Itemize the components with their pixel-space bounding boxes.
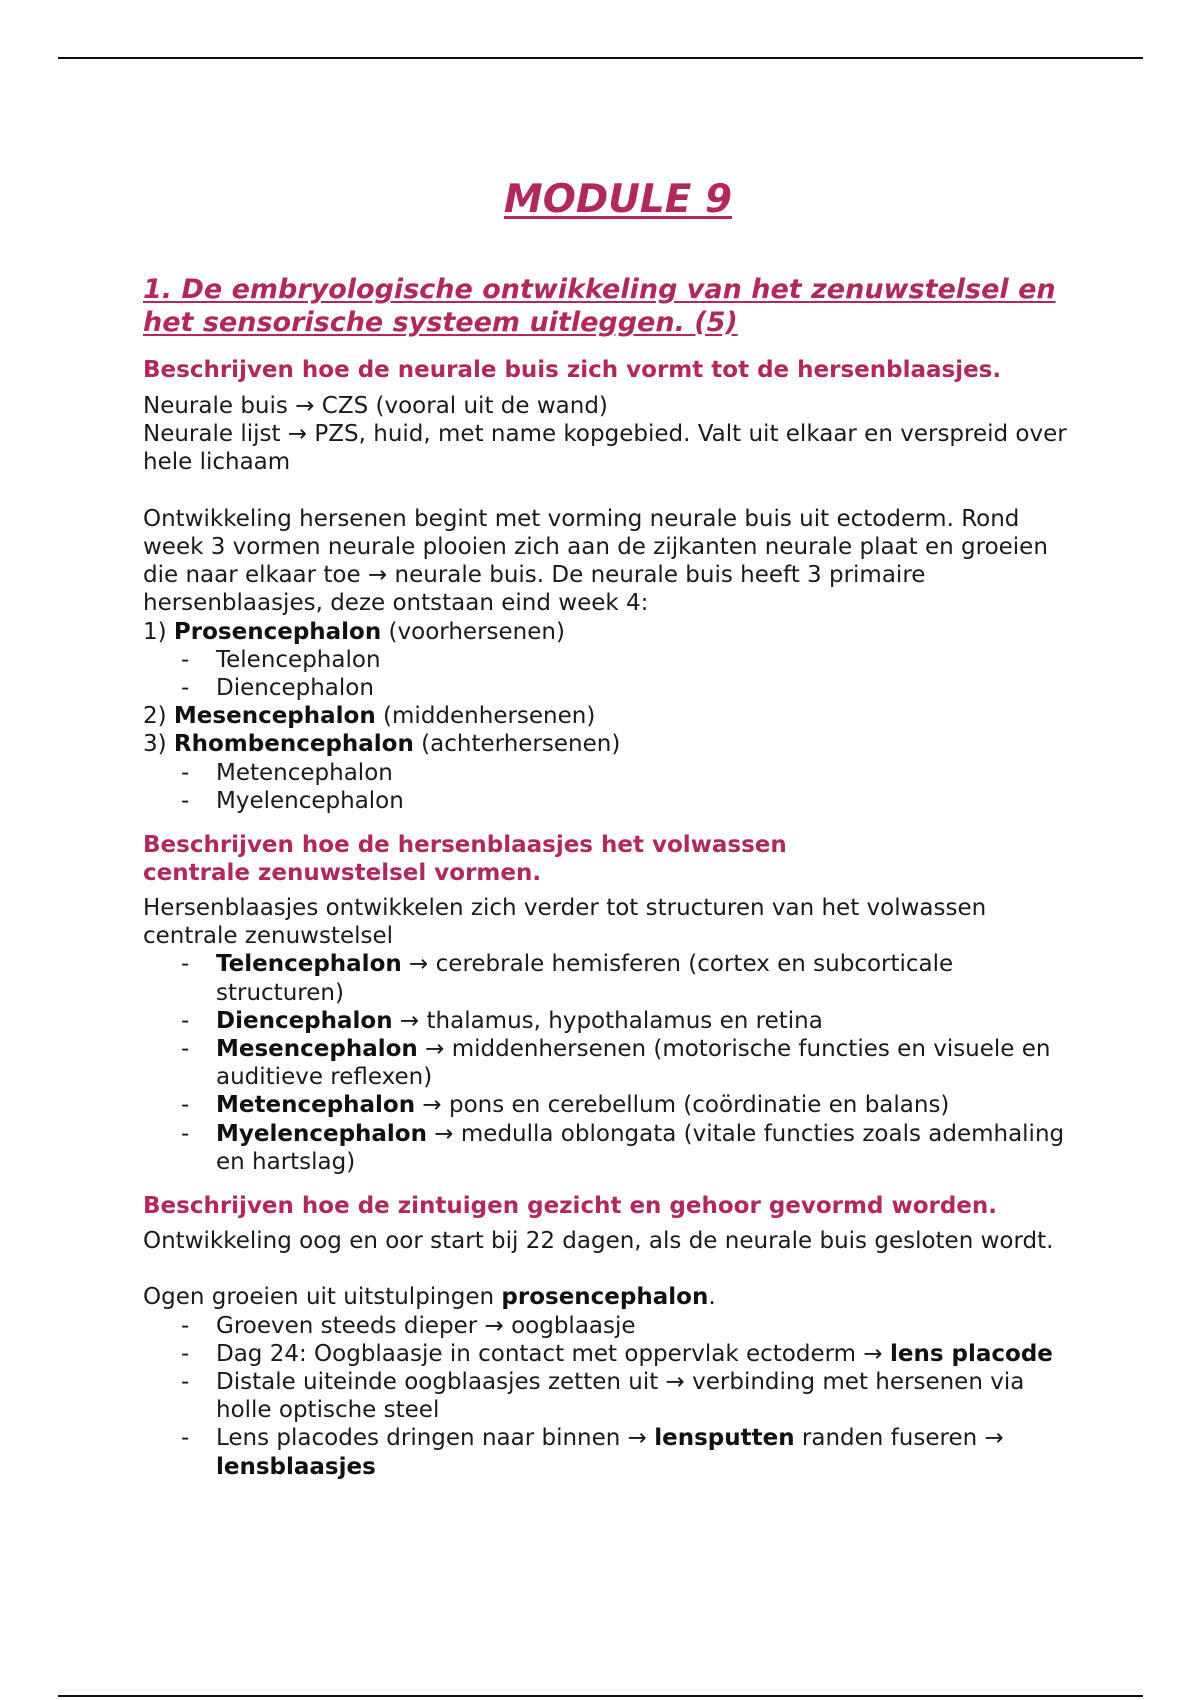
document-body <box>143 175 1083 1481</box>
term: Telencephalon <box>216 951 402 978</box>
list-item <box>143 618 1083 646</box>
text: Dag 24: Oogblaasje in contact met oppervlak ectoderm → <box>216 1340 890 1367</box>
list-item: - Metencephalon <box>143 759 1083 787</box>
term-desc: → medulla oblongata (vitale functies zoals ademhaling en hartslag) <box>216 1120 1065 1175</box>
term-desc: (middenhersenen) <box>375 703 596 730</box>
paragraph <box>143 1283 1083 1311</box>
section-heading: 1. De embryologische ontwikkeling van het zenuwstelsel en het sensorische systeem uitleggen. (5) <box>143 274 1056 338</box>
term: Prosencephalon <box>173 618 382 645</box>
text: Ogen groeien uit uitstulpingen <box>143 1284 502 1311</box>
list-item <box>143 730 1083 758</box>
list-item <box>143 1120 1083 1176</box>
term: Rhombencephalon <box>173 731 414 758</box>
term: Diencephalon <box>216 1007 393 1034</box>
footer-rule <box>58 1695 1143 1697</box>
subheading-senses: Beschrijven hoe de zintuigen gezicht en gehoor gevormd worden. <box>143 1193 998 1220</box>
paragraph: Neurale lijst → PZS, huid, met name kopgebied. Valt uit elkaar en verspreid over hele lichaam <box>143 421 1067 476</box>
term: prosencephalon <box>501 1284 709 1311</box>
list-item: - Myelencephalon <box>143 787 1083 815</box>
term-desc: (voorhersenen) <box>381 618 565 645</box>
list-item <box>143 950 1083 1006</box>
term-desc: → thalamus, hypothalamus en retina <box>392 1007 823 1034</box>
sub-list <box>143 759 1083 815</box>
list-item: - Telencephalon <box>143 646 1083 674</box>
paragraph: Ontwikkeling oog en oor start bij 22 dagen, als de neurale buis gesloten wordt. <box>143 1228 1054 1255</box>
list-item: - Diencephalon <box>143 674 1083 702</box>
list-item: - Groeven steeds dieper → oogblaasje <box>143 1312 1083 1340</box>
term-desc: → cerebrale hemisferen (cortex en subcorticale structuren) <box>216 951 954 1006</box>
header-rule <box>58 57 1143 59</box>
list-item <box>143 1007 1083 1035</box>
list-number: 2) <box>143 703 167 730</box>
structures-list <box>143 950 1083 1176</box>
text: Lens placodes dringen naar binnen → <box>216 1425 655 1452</box>
paragraph: Hersenblaasjes ontwikkelen zich verder tot structuren van het volwassen centrale zenuwstelsel <box>143 895 987 950</box>
term: lens placode <box>889 1340 1053 1367</box>
paragraph: Neurale buis → CZS (vooral uit de wand) <box>143 393 608 419</box>
list-item <box>143 1340 1083 1368</box>
term: Metencephalon <box>216 1092 416 1119</box>
term-desc: → middenhersenen (motorische functies en visuele en auditieve reflexen) <box>216 1036 1051 1091</box>
list-number: 3) <box>143 731 167 758</box>
page-title: MODULE 9 <box>503 177 733 222</box>
list-item <box>143 1424 1083 1480</box>
list-item <box>143 1035 1083 1091</box>
term: Mesencephalon <box>173 703 376 730</box>
text: . <box>708 1284 716 1311</box>
spacer <box>143 1255 1083 1283</box>
term: lensblaasjes <box>216 1453 376 1480</box>
text: randen fuseren → <box>794 1425 1004 1452</box>
term: Myelencephalon <box>216 1120 427 1147</box>
list-item: - Distale uiteinde oogblaasjes zetten uit → verbinding met hersenen via holle optische steel <box>143 1368 1083 1424</box>
spacer <box>143 477 1083 505</box>
list-item <box>143 1091 1083 1119</box>
term-desc: → pons en cerebellum (coördinatie en balans) <box>415 1092 950 1119</box>
paragraph: Ontwikkeling hersenen begint met vorming neurale buis uit ectoderm. Rond week 3 vormen neurale plooien zich aan de zijkanten neurale plaat en groeien die naar elkaar toe → neurale buis. De neurale buis heeft 3 primaire hersenblaasjes, deze ontstaan eind week 4: <box>143 505 1048 617</box>
list-item <box>143 702 1083 730</box>
heading-line: centrale zenuwstelsel vormen. <box>143 860 542 887</box>
term-desc: (achterhersenen) <box>413 731 621 758</box>
list-number: 1) <box>143 618 167 645</box>
subheading-vesicles <box>143 831 1083 887</box>
subheading-neural-tube: Beschrijven hoe de neurale buis zich vormt tot de hersenblaasjes. <box>143 357 1002 383</box>
term: Mesencephalon <box>216 1036 418 1063</box>
heading-line: Beschrijven hoe de hersenblaasjes het volwassen <box>143 832 787 859</box>
eye-list <box>143 1312 1083 1481</box>
term: lensputten <box>654 1425 795 1452</box>
sub-list <box>143 646 1083 702</box>
